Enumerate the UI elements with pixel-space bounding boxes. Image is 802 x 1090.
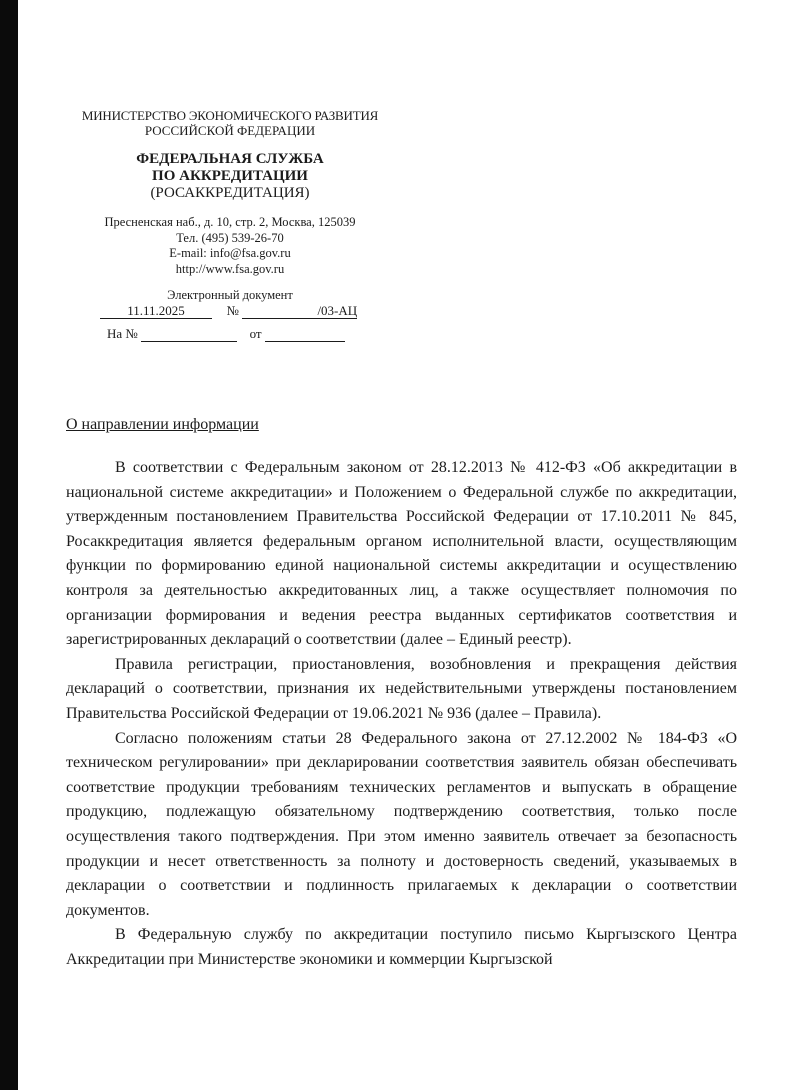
number-label: № [226, 303, 239, 318]
paragraph-1: В соответствии с Федеральным законом от 28.12.2013 № 412-ФЗ «Об аккредитации в национальной системе аккредитации» и Положением о Федеральной службе по аккредитации, утвержденным постановлением Правительства Российской Федерации от 17.10.2011 № 845, Росаккредитация является федеральным органом исполнительной власти, осуществляющим функции по формированию единой национальной системы аккредитации и осуществлению контроля за деятельностью аккредитованных лиц, а также осуществляет полномочия по организации формирования и ведения реестра выданных сертификатов соответствия и зарегистрированных деклараций о соответствии (далее – Единый реестр). [66, 459, 737, 649]
letterhead [60, 108, 400, 303]
reply-number-blank [141, 327, 237, 342]
reply-from-label: от [249, 326, 262, 341]
agency-phone: Тел. (495) 539-26-70 [176, 230, 284, 245]
ministry-line-1: МИНИСТЕРСТВО ЭКОНОМИЧЕСКОГО РАЗВИТИЯ [81, 108, 379, 123]
agency-name-line-2: ПО АККРЕДИТАЦИИ [152, 168, 308, 184]
outgoing-reference-line [100, 303, 357, 319]
agency-email: E-mail: info@fsa.gov.ru [169, 246, 291, 260]
letter-body [66, 456, 737, 972]
document-type: Электронный документ [167, 288, 293, 302]
scan-left-edge [0, 0, 18, 1090]
ministry-line-2: РОССИЙСКОЙ ФЕДЕРАЦИИ [144, 123, 316, 138]
incoming-reference-line [107, 326, 345, 342]
letter-subject: О направлении информации [66, 416, 259, 433]
letter-number-suffix: /03-АЦ [317, 303, 358, 318]
reply-date-blank [265, 327, 345, 342]
agency-address: Пресненская наб., д. 10, стр. 2, Москва, 125039 [104, 215, 356, 229]
reply-number-label: На № [107, 326, 138, 341]
agency-name-line-1: ФЕДЕРАЛЬНАЯ СЛУЖБА [136, 151, 324, 167]
paragraph-4: В Федеральную службу по аккредитации поступило письмо Кыргызского Центра Аккредитации при Министерстве экономики и коммерции Кыргызской [66, 926, 737, 968]
agency-abbreviation: (РОСАККРЕДИТАЦИЯ) [150, 185, 310, 201]
paragraph-3: Согласно положениям статьи 28 Федерального закона от 27.12.2002 № 184-ФЗ «О техническом регулировании» при декларировании соответствия заявитель обязан обеспечивать соответствие продукции требованиям технических регламентов и выпускать в обращение продукцию, подлежащую обязательному подтверждению соответствия, только после осуществления такого подтверждения. При этом именно заявитель отвечает за безопасность продукции и несет ответственность за полноту и достоверность сведений, указываемых в декларации о соответствии и подлинность прилагаемых к декларации о соответствии документов. [66, 729, 737, 919]
letter-date: 11.11.2025 [100, 304, 212, 319]
letter-number [242, 304, 357, 319]
paragraph-2: Правила регистрации, приостановления, возобновления и прекращения действия деклараций о соответствии, признания их недействительными утверждены постановлением Правительства Российской Федерации от 19.06.2021 № 936 (далее – Правила). [66, 655, 737, 722]
agency-website: http://www.fsa.gov.ru [175, 261, 285, 276]
